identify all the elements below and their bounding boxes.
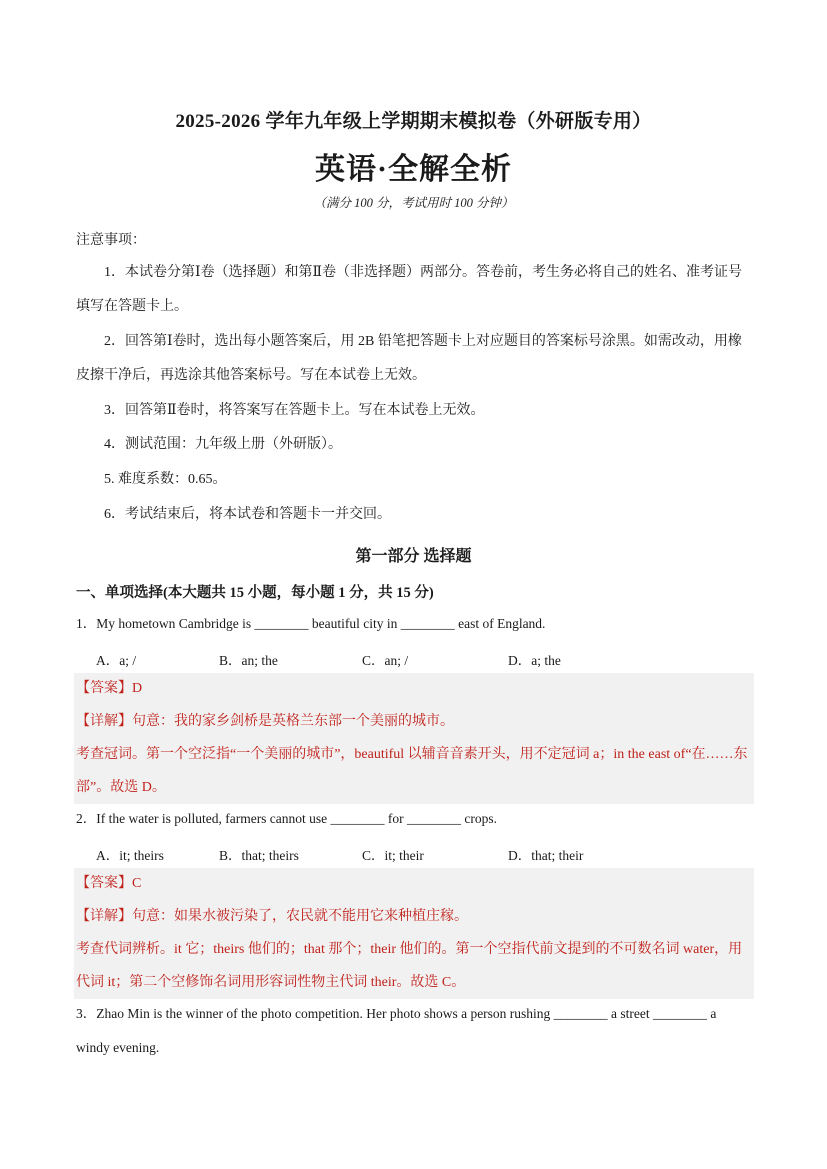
note-item-2: 2．回答第Ⅰ卷时，选出每小题答案后，用 2B 铅笔把答题卡上对应题目的答案标号涂黑。如需改动，用橡皮擦干净后，再选涂其他答案标号。写在本试卷上无效。 [76, 334, 742, 383]
question-1-detail: 【详解】句意：我的家乡剑桥是英格兰东部一个美丽的城市。 [76, 714, 454, 729]
document-title: 2025-2026 学年九年级上学期期末模拟卷（外研版专用） [175, 111, 652, 132]
question-1-stem: 1．My hometown Cambridge is ________ beautiful city in ________ east of England. [76, 616, 546, 631]
question-1-option-b: B．an; the [219, 653, 278, 668]
question-2-option-a: A．it; theirs [96, 848, 164, 863]
note-item-3: 3．回答第Ⅱ卷时，将答案写在答题卡上。写在本试卷上无效。 [104, 403, 485, 418]
exam-meta: （满分 100 分，考试用时 100 分钟） [313, 196, 514, 210]
question-1-option-d: D．a; the [508, 653, 561, 668]
question-2-detail: 【详解】句意：如果水被污染了，农民就不能用它来种植庄稼。 [76, 909, 468, 924]
question-2-option-b: B．that; theirs [219, 848, 299, 863]
note-item-4: 4．测试范围：九年级上册（外研版）。 [104, 437, 342, 452]
question-1-explanation: 考查冠词。第一个空泛指“一个美丽的城市”，beautiful 以辅音音素开头，用不定冠词 a；in the east of“在……东部”。故选 D。 [76, 747, 748, 795]
question-1-option-a: A．a; / [96, 653, 137, 668]
note-item-5: 5. 难度系数：0.65。 [104, 472, 227, 487]
question-2-stem: 2．If the water is polluted, farmers cannot use ________ for ________ crops. [76, 811, 498, 826]
question-3-stem: 3．Zhao Min is the winner of the photo competition. Her photo shows a person rushing ________ a street ________ a windy evening. [76, 1006, 717, 1055]
note-item-1: 1．本试卷分第Ⅰ卷（选择题）和第Ⅱ卷（非选择题）两部分。答卷前，考生务必将自己的姓名、准考证号填写在答题卡上。 [76, 265, 743, 314]
question-2-option-c: C．it; their [362, 848, 424, 863]
question-2-answer: 【答案】C [76, 876, 142, 891]
section-title: 第一部分 选择题 [355, 548, 472, 565]
question-1-option-c: C．an; / [362, 653, 409, 668]
part-title: 一、单项选择(本大题共 15 小题，每小题 1 分，共 15 分) [76, 585, 434, 601]
note-item-6: 6．考试结束后，将本试卷和答题卡一并交回。 [104, 507, 391, 522]
document-subtitle: 英语·全解全析 [314, 153, 512, 186]
question-2-option-d: D．that; their [508, 848, 584, 863]
question-2-explanation: 考查代词辨析。it 它；theirs 他们的；that 那个；their 他们的。第一个空指代前文提到的不可数名词 water，用代词 it；第二个空修饰名词用形容词性物主代词 their。故选 C。 [76, 942, 743, 990]
question-1-answer: 【答案】D [76, 681, 143, 696]
notes-heading: 注意事项： [76, 233, 146, 248]
